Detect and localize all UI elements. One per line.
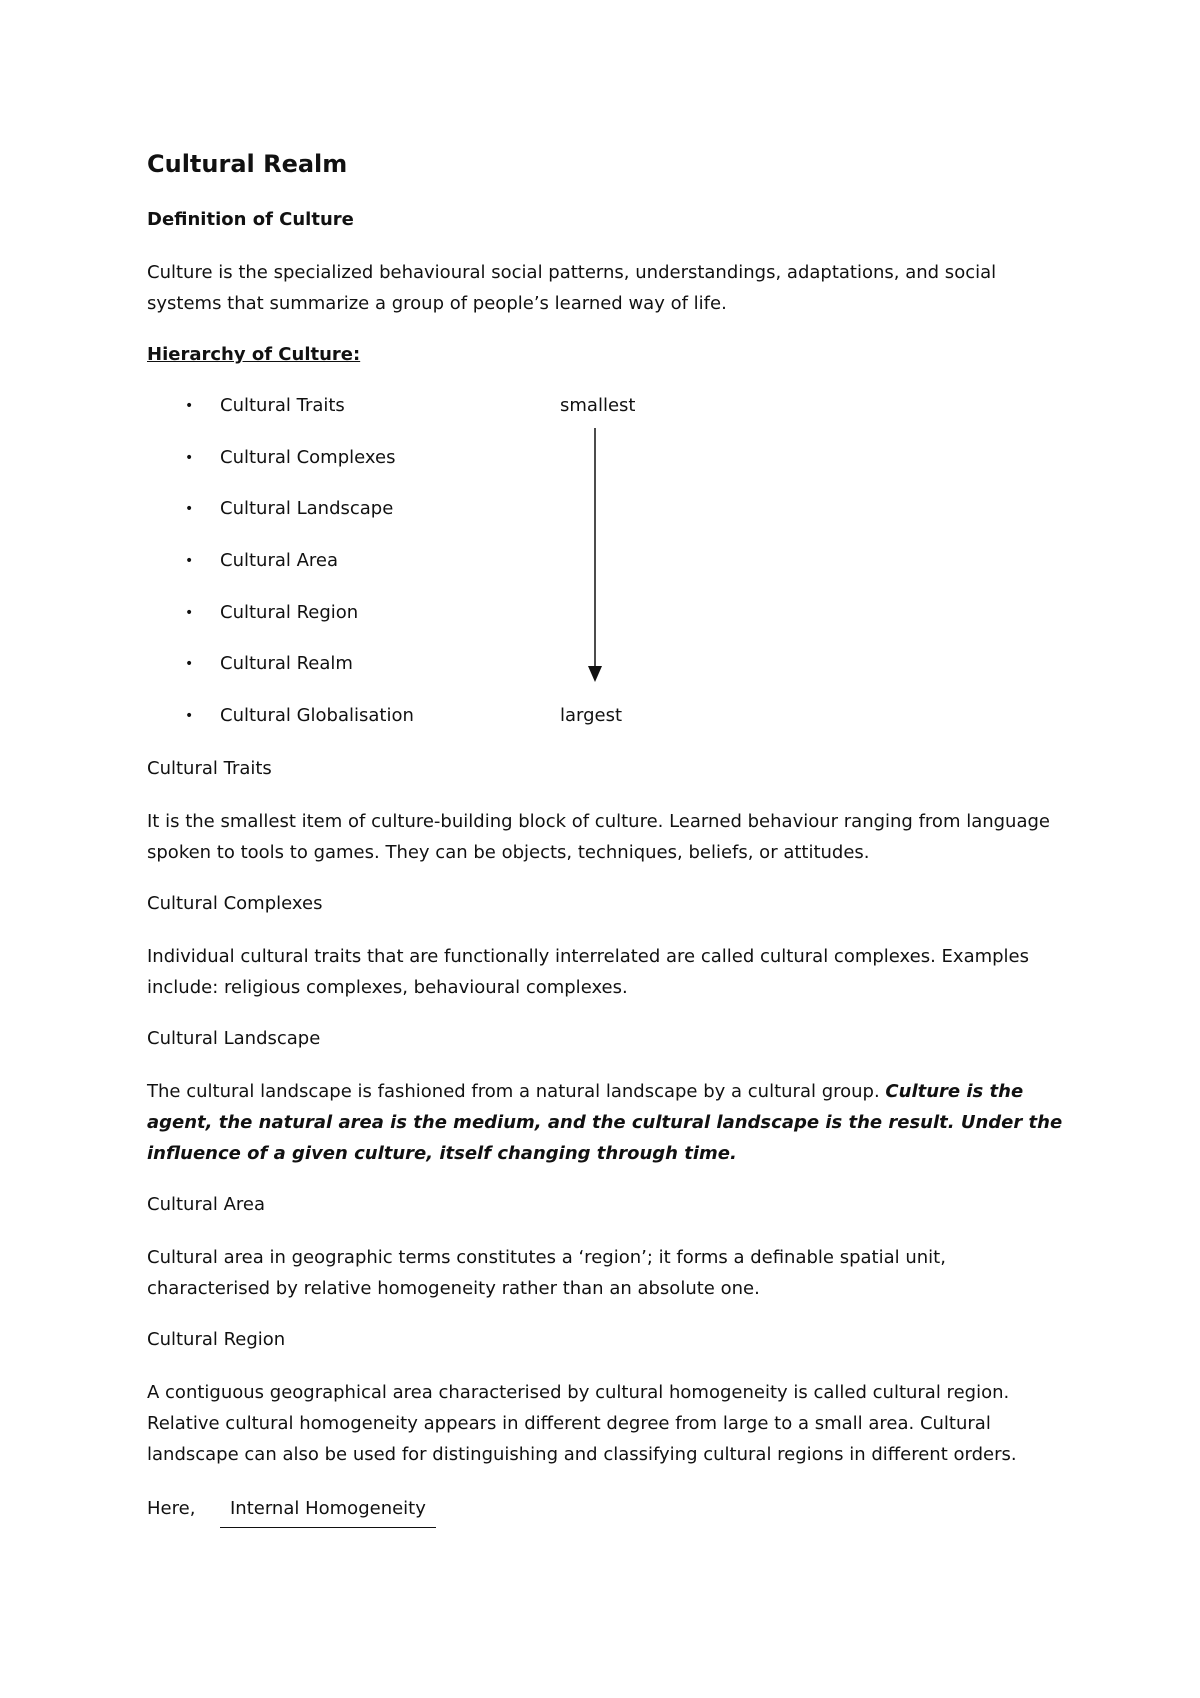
down-arrow-icon [585, 428, 605, 684]
hierarchy-item [180, 549, 414, 601]
page-title: Cultural Realm [147, 150, 348, 178]
traits-heading: Cultural Traits [147, 758, 272, 779]
hierarchy-heading: Hierarchy of Culture: [147, 344, 361, 365]
hierarchy-item-label: Cultural Realm [220, 653, 353, 675]
area-text: Cultural area in geographic terms constitutes a ‘region’; it forms a definable spatial unit, characterised by relative homogeneity rather than an absolute one. [147, 1247, 946, 1299]
landscape-text-emphasis: Culture is the agent, the natural area is the medium, and the cultural landscape is the result. Under the influence of a given culture, itself changing through time. [147, 1081, 1063, 1164]
scale-bottom-label: largest [560, 705, 623, 726]
hierarchy-item-label: Cultural Area [220, 550, 339, 572]
bullet-icon: • [185, 656, 194, 673]
definition-text: Culture is the specialized behavioural social patterns, understandings, adaptations, and social systems that summarize a group of people’s learned way of life. [147, 262, 997, 314]
scale-top-label: smallest [560, 395, 636, 416]
hierarchy-item [180, 446, 414, 498]
hierarchy-item [180, 394, 414, 446]
hierarchy-item-label: Cultural Globalisation [220, 705, 414, 727]
hierarchy-item [180, 652, 414, 704]
area-heading: Cultural Area [147, 1194, 266, 1215]
hierarchy-item-label: Cultural Complexes [220, 446, 396, 468]
here-row [147, 1497, 436, 1528]
landscape-heading: Cultural Landscape [147, 1028, 321, 1049]
bullet-icon: • [185, 708, 194, 725]
hierarchy-item-label: Cultural Traits [220, 395, 345, 416]
hierarchy-item-label: Cultural Region [220, 601, 359, 623]
arrow-head [588, 666, 602, 682]
bullet-icon: • [185, 449, 194, 466]
complexes-text: Individual cultural traits that are functionally interrelated are called cultural complexes. Examples include: religious complexes, behavioural complexes. [147, 946, 1030, 998]
complexes-heading: Cultural Complexes [147, 893, 323, 914]
here-term: Internal Homogeneity [220, 1497, 436, 1528]
landscape-text-plain: The cultural landscape is fashioned from a natural landscape by a cultural group. [147, 1081, 886, 1102]
bullet-icon: • [185, 553, 194, 570]
bullet-icon: • [185, 501, 194, 518]
bullet-icon: • [185, 398, 194, 414]
region-heading: Cultural Region [147, 1329, 286, 1350]
hierarchy-item-label: Cultural Landscape [220, 498, 394, 520]
hierarchy-item [180, 601, 414, 653]
region-text: A contiguous geographical area characterised by cultural homogeneity is called cultural region. Relative cultural homogeneity appears in different degree from large to a small area. Cultural landscape can also be used for distinguishing and classifying cultural regions in different orders. [147, 1382, 1017, 1465]
hierarchy-item [180, 497, 414, 549]
definition-heading: Definition of Culture [147, 209, 354, 230]
landscape-text [147, 1076, 1077, 1169]
hierarchy-list [180, 394, 414, 756]
bullet-icon: • [185, 604, 194, 621]
hierarchy-item [180, 704, 414, 756]
traits-text: It is the smallest item of culture-building block of culture. Learned behaviour ranging from language spoken to tools to games. They can be objects, techniques, beliefs, or attitudes. [147, 811, 1050, 863]
here-label: Here, [147, 1498, 196, 1519]
